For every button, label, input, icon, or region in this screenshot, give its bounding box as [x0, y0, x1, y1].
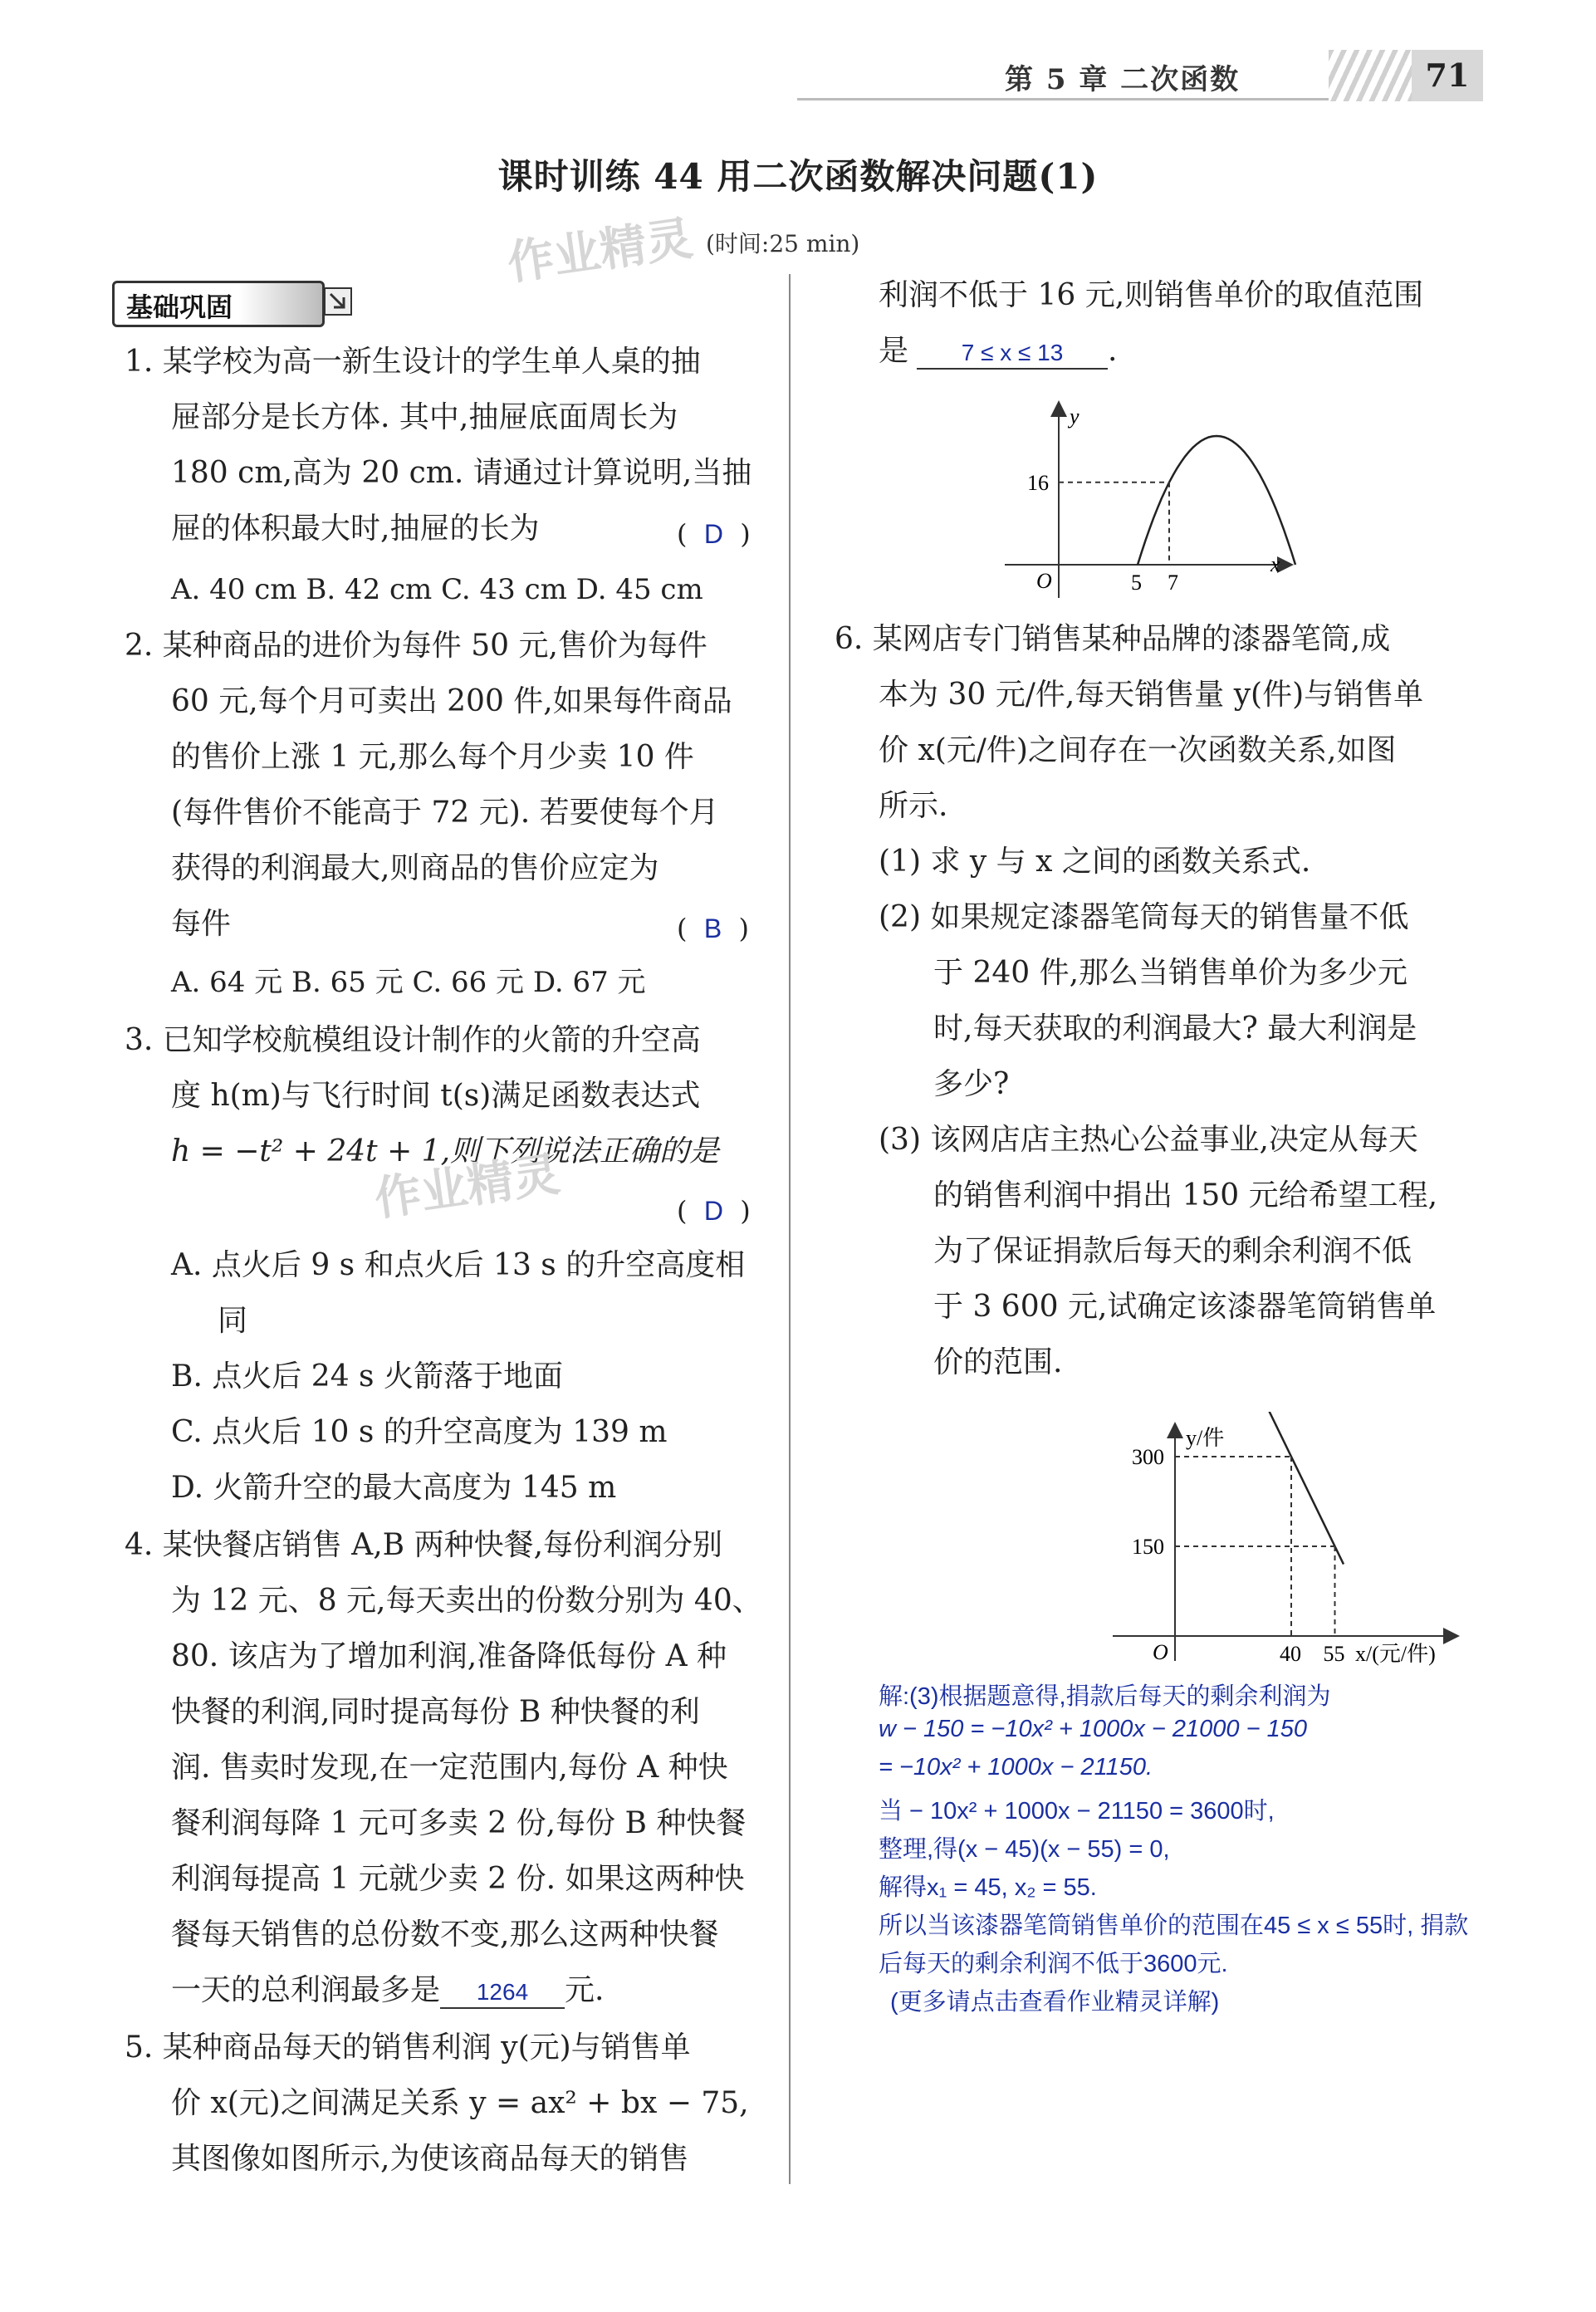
q3-answer-bracket: ( D ): [677, 1195, 751, 1227]
q4-line-1: 4. 某快餐店销售 A,B 两种快餐,每份利润分别: [125, 1528, 723, 1562]
q6-part2-line-2: 于 240 件,那么当销售单价为多少元: [933, 956, 1408, 990]
q4-line-3: 80. 该店为了增加利润,准备降低每份 A 种: [171, 1639, 727, 1673]
q1-line-1: 1. 某学校为高一新生设计的学生单人桌的抽: [125, 345, 701, 379]
chart-parabola: [996, 390, 1312, 606]
q1-answer-bracket: ( D ): [677, 518, 751, 550]
q4-line-5: 润. 售卖时发现,在一定范围内,每份 A 种快: [171, 1751, 728, 1785]
solution-line-6: 解得x₁ = 45, x₂ = 55.: [879, 1874, 1097, 1901]
q2-line-5: 获得的利润最大,则商品的售价应定为: [171, 851, 659, 885]
q6-part3-line-5: 价的范围.: [933, 1345, 1063, 1379]
solution-line-8: 后每天的剩余利润不低于3600元.: [879, 1951, 1228, 1977]
q4-line-6: 餐利润每降 1 元可多卖 2 份,每份 B 种快餐: [171, 1806, 747, 1840]
q6-part3-line-3: 为了保证捐款后每天的剩余利润不低: [933, 1234, 1412, 1268]
origin-label: O: [1153, 1640, 1168, 1664]
y-axis-label: y: [1070, 404, 1080, 429]
q4-line-4: 快餐的利润,同时提高每份 B 种快餐的利: [171, 1695, 700, 1729]
x-tick-5: 5: [1131, 571, 1142, 595]
solution-line-1: 解:(3)根据题意得,捐款后每天的剩余利润为: [879, 1683, 1331, 1710]
q5-line-4: 利润不低于 16 元,则销售单价的取值范围: [879, 278, 1424, 312]
q5-line-3: 其图像如图所示,为使该商品每天的销售: [171, 2142, 689, 2176]
q5-line-5-text: 是: [879, 334, 909, 368]
q6-part1: (1) 求 y 与 x 之间的函数关系式.: [879, 845, 1311, 879]
solution-more-link[interactable]: (更多请点击查看作业精灵详解): [890, 1989, 1220, 2016]
q4-line-7: 利润每提高 1 元就少卖 2 份. 如果这两种快: [171, 1862, 745, 1896]
q3-line-2: 度 h(m)与飞行时间 t(s)满足函数表达式: [171, 1079, 701, 1113]
q2-options: A. 64 元 B. 65 元 C. 66 元 D. 67 元: [171, 966, 646, 999]
page-number: 71: [1425, 56, 1470, 94]
q3-option-c: C. 点火后 10 s 的升空高度为 139 m: [171, 1415, 668, 1449]
q5-line-2: 价 x(元)之间满足关系 y = ax² + bx − 75,: [171, 2086, 749, 2120]
q2-answer: B: [703, 914, 722, 943]
x-axis-label: x/(元/件): [1355, 1642, 1436, 1666]
q1-line-3: 180 cm,高为 20 cm. 请通过计算说明,当抽: [171, 456, 752, 490]
chapter-title: 第 5 章 二次函数: [1005, 63, 1241, 96]
x-tick-40: 40: [1280, 1642, 1301, 1666]
q6-line-1: 6. 某网店专门销售某种品牌的漆器笔筒,成: [835, 622, 1391, 656]
q3-option-a-cont: 同: [218, 1304, 248, 1338]
q6-part2-line-1: (2) 如果规定漆器笔筒每天的销售量不低: [879, 900, 1409, 934]
q6-part2-line-3: 时,每天获取的利润最大? 最大利润是: [933, 1012, 1417, 1046]
q1-line-4: 屉的体积最大时,抽屉的长为: [171, 512, 540, 546]
origin-label: O: [1036, 569, 1052, 593]
solution-line-2: w − 150 = −10x² + 1000x − 21000 − 150: [879, 1716, 1307, 1742]
watermark-middle: 作业精灵: [371, 1147, 564, 1227]
column-divider: [789, 274, 791, 2184]
q4-line-9: [171, 1973, 605, 2009]
y-tick-150: 150: [1132, 1535, 1164, 1559]
page-number-box: [1412, 50, 1483, 101]
q5-line-5: 是 7 ≤ x ≤ 13 .: [879, 334, 1118, 368]
q6-line-2: 本为 30 元/件,每天销售量 y(件)与销售单: [879, 678, 1424, 712]
q1-line-2: 屉部分是长方体. 其中,抽屉底面周长为: [171, 400, 678, 434]
q3-answer: D: [703, 1196, 723, 1226]
q3-option-d: D. 火箭升空的最大高度为 145 m: [171, 1471, 617, 1505]
q4-line-8: 餐每天销售的总份数不变,那么这两种快餐: [171, 1918, 719, 1952]
y-tick-16: 16: [1027, 470, 1049, 495]
solution-line-4: 当 − 10x² + 1000x − 21150 = 3600时,: [879, 1798, 1275, 1825]
section-badge: [112, 281, 325, 327]
q3-line-1: 3. 已知学校航模组设计制作的火箭的升空高: [125, 1023, 701, 1057]
parabola-curve: [1138, 436, 1295, 565]
q6-part3-line-1: (3) 该网店店主热心公益事业,决定从每天: [879, 1123, 1418, 1157]
q6-part3-line-2: 的销售利润中捐出 150 元给希望工程,: [933, 1178, 1438, 1212]
q3-option-b: B. 点火后 24 s 火箭落于地面: [171, 1359, 563, 1394]
q3-option-a: A. 点火后 9 s 和点火后 13 s 的升空高度相: [171, 1248, 746, 1282]
solution-line-3: = −10x² + 1000x − 21150.: [879, 1754, 1153, 1781]
x-axis-label: x: [1270, 552, 1280, 576]
q6-line-4: 所示.: [879, 789, 948, 823]
x-tick-55: 55: [1323, 1642, 1345, 1666]
q6-part2-line-4: 多少?: [933, 1067, 1010, 1101]
q4-answer: 1264: [440, 1977, 565, 2009]
time-note: (时间:25 min): [706, 230, 860, 257]
header-stripes: [1329, 50, 1420, 101]
q2-answer-bracket: ( B ): [677, 913, 749, 944]
q2-line-4: (每件售价不能高于 72 元). 若要使每个月: [171, 796, 719, 830]
q4-line-9-text: 一天的总利润最多是: [171, 1973, 441, 2007]
y-tick-300: 300: [1132, 1445, 1164, 1469]
solution-line-7: 所以当该漆器笔筒销售单价的范围在45 ≤ x ≤ 55时, 捐款: [879, 1913, 1469, 1939]
q2-line-1: 2. 某种商品的进价为每件 50 元,售价为每件: [125, 629, 707, 663]
sales-line: [1268, 1412, 1344, 1565]
q4-line-2: 为 12 元、8 元,每天卖出的份数分别为 40、: [171, 1584, 762, 1618]
lesson-title: 课时训练 44 用二次函数解决问题(1): [497, 156, 1099, 197]
q5-answer: 7 ≤ x ≤ 13: [917, 338, 1108, 370]
solution-line-5: 整理,得(x − 45)(x − 55) = 0,: [879, 1836, 1170, 1863]
section-badge-label: 基础巩固: [126, 291, 233, 323]
q1-answer: D: [703, 519, 723, 549]
q6-part3-line-4: 于 3 600 元,试确定该漆器笔筒销售单: [933, 1290, 1437, 1324]
arrow-icon: [324, 287, 352, 316]
x-tick-7: 7: [1168, 571, 1178, 595]
q3-line-3: h = −t² + 24t + 1,则下列说法正确的是: [171, 1134, 720, 1168]
q4-answer-unit: 元.: [565, 1973, 605, 2007]
q1-options: A. 40 cm B. 42 cm C. 43 cm D. 45 cm: [171, 573, 703, 606]
chart-linear: [1096, 1412, 1511, 1669]
q5-line-1: 5. 某种商品每天的销售利润 y(元)与销售单: [125, 2030, 691, 2065]
q2-line-3: 的售价上涨 1 元,那么每个月少卖 10 件: [171, 740, 694, 774]
watermark-top: 作业精灵: [504, 211, 697, 291]
q6-line-3: 价 x(元/件)之间存在一次函数关系,如图: [879, 733, 1397, 767]
y-axis-label: y/件: [1186, 1426, 1225, 1450]
q2-line-2: 60 元,每个月可卖出 200 件,如果每件商品: [171, 684, 732, 718]
q2-line-6: 每件: [171, 907, 232, 941]
